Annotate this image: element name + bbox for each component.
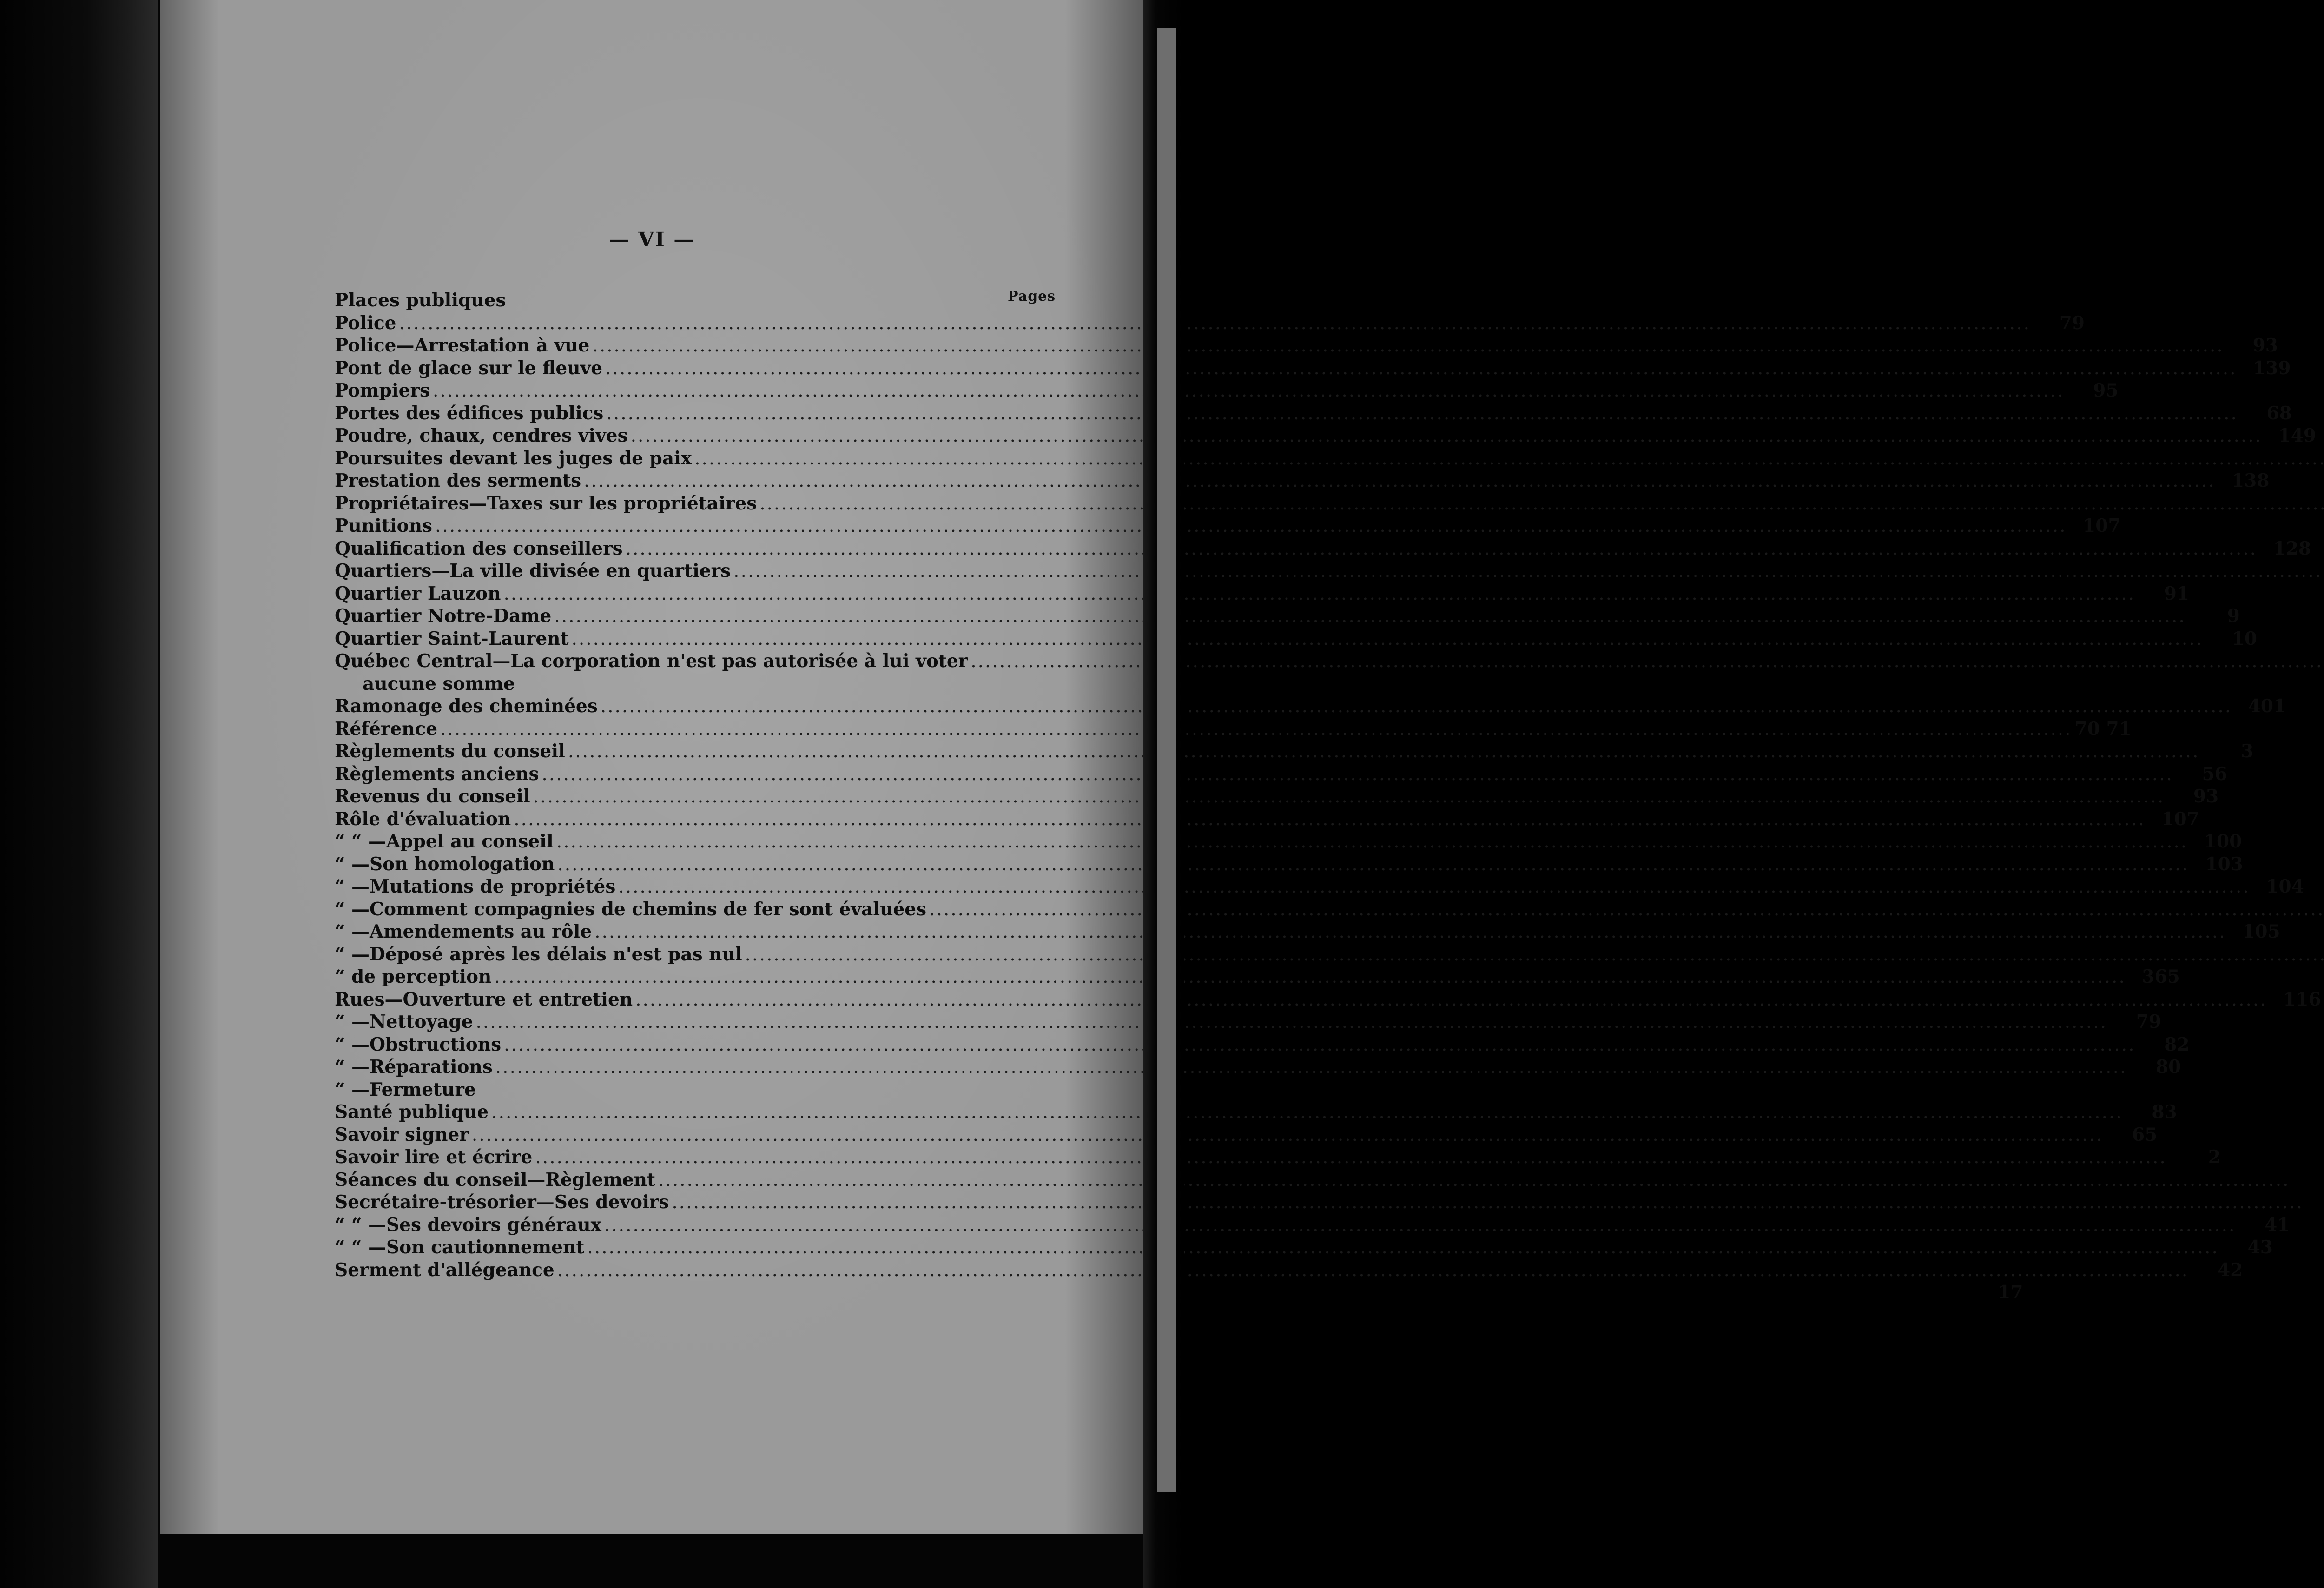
entry-label: Référence xyxy=(335,718,438,740)
index-entry xyxy=(335,357,2291,380)
dot-leader xyxy=(433,380,2065,403)
index-entry xyxy=(335,1124,2158,1146)
entry-page-number: 93 xyxy=(2252,335,2278,356)
entry-label: Santé publique xyxy=(335,1101,489,1123)
entry-page-number: 43 xyxy=(2247,1237,2273,1258)
entry-page-number: 82 xyxy=(2164,1033,2190,1055)
entry-page-number: 95 xyxy=(2093,380,2119,401)
entry-page-number: 105 xyxy=(2242,921,2280,942)
next-page-sliver xyxy=(1157,28,1176,1492)
entry-label: Québec Central—La corporation n'est pas autorisée à lui voter xyxy=(335,650,968,672)
index-entry xyxy=(335,379,2119,402)
entry-page-number: 100 xyxy=(2204,831,2242,852)
entry-page-number: 9 xyxy=(2227,605,2240,627)
entry-label: Secrétaire-trésorier—Ses devoirs xyxy=(335,1191,669,1213)
dot-leader xyxy=(504,1034,2136,1057)
dot-leader xyxy=(733,560,2324,583)
dot-leader xyxy=(592,335,2224,357)
index-entry xyxy=(335,1236,2273,1259)
index-entry xyxy=(335,650,1222,673)
dot-leader xyxy=(635,989,2267,1012)
dot-leader xyxy=(472,1124,2104,1147)
entry-page-number: 70 71 xyxy=(2074,718,2132,740)
entry-label: “ —Obstructions xyxy=(335,1033,502,1055)
dot-leader xyxy=(399,312,2031,335)
entry-label: “ “ —Son cautionnement xyxy=(335,1237,585,1258)
dot-leader xyxy=(554,605,2186,628)
index-entry xyxy=(335,1169,1222,1191)
dot-leader xyxy=(587,1237,2219,1259)
dot-leader xyxy=(494,966,2126,989)
entry-label: Quartier Saint-Laurent xyxy=(335,628,569,649)
entry-page-number xyxy=(2306,1191,2324,1214)
entry-page-number xyxy=(2293,1169,2324,1191)
entry-label: Savoir signer xyxy=(335,1124,469,1145)
index-entry xyxy=(335,1191,1222,1214)
document-page xyxy=(160,0,2321,1534)
index-entry xyxy=(335,424,2317,447)
index-entry xyxy=(335,1079,1222,1101)
entry-page-number: 79 xyxy=(2136,1011,2162,1032)
dot-leader xyxy=(435,515,2067,538)
book-binding xyxy=(0,0,158,1588)
dot-leader xyxy=(557,854,2189,876)
dot-leader xyxy=(626,538,2258,561)
index-entry xyxy=(335,988,2321,1011)
index-entry xyxy=(335,1259,2243,1282)
index-entry xyxy=(335,1011,2162,1033)
index-entry xyxy=(335,1214,2290,1237)
dot-leader xyxy=(759,493,2324,516)
index-entry xyxy=(335,1281,2023,1304)
index-entry xyxy=(335,695,2286,718)
entry-page-number: 65 xyxy=(2132,1124,2158,1145)
entry-label: Qualification des conseillers xyxy=(335,537,623,559)
dot-leader xyxy=(556,831,2188,854)
entry-label: Propriétaires—Taxes sur les propriétaires xyxy=(335,492,757,514)
entry-page-number: 116 xyxy=(2283,988,2321,1010)
entry-label: Police xyxy=(335,312,396,334)
entry-page-number: 401 xyxy=(2248,695,2286,717)
entry-label: Quartiers—La ville divisée en quartiers xyxy=(335,560,731,582)
dot-leader xyxy=(514,808,2146,831)
page-header: — VI — xyxy=(608,228,695,251)
pages-column-label: Pages xyxy=(1008,288,1056,304)
index-entry xyxy=(335,515,2121,537)
entry-page-number: 139 xyxy=(2253,357,2291,379)
dot-leader xyxy=(745,944,2324,966)
entry-label: “ —Nettoyage xyxy=(335,1011,473,1032)
entry-label: “ —Déposé après les délais n'est pas nul xyxy=(335,943,742,965)
entry-label: Poursuites devant les juges de paix xyxy=(335,447,692,469)
dot-leader xyxy=(929,899,2324,921)
dot-leader xyxy=(572,628,2204,651)
index-entry xyxy=(335,785,2219,808)
entry-label: Pompiers xyxy=(335,380,430,401)
entry-page-number: 10 xyxy=(2232,628,2258,649)
dot-leader xyxy=(672,1191,2304,1214)
entry-page-number: 56 xyxy=(2202,763,2227,785)
dot-leader xyxy=(694,448,2324,470)
index-entry xyxy=(335,628,2258,650)
entry-label: Police—Arrestation à vue xyxy=(335,335,590,356)
index-entry xyxy=(335,1033,2190,1056)
entry-label: Punitions xyxy=(335,515,433,536)
entry-label: “ —Réparations xyxy=(335,1056,493,1078)
index-entry xyxy=(335,830,2242,853)
index-entry xyxy=(335,334,2278,357)
dot-leader xyxy=(541,763,2173,786)
index-entry xyxy=(335,560,1222,582)
entry-page-number: 365 xyxy=(2142,966,2180,987)
entry-page-number: 149 xyxy=(2278,425,2317,446)
entry-label: “ “ —Ses devoirs généraux xyxy=(335,1214,601,1236)
dot-leader xyxy=(618,876,2250,899)
dot-leader xyxy=(631,425,2263,448)
index-entry xyxy=(335,808,2199,831)
entry-label: Rues—Ouverture et entretien xyxy=(335,988,633,1010)
entry-page-number: 41 xyxy=(2265,1214,2290,1236)
index-entry xyxy=(335,718,2132,741)
entry-page-number: 91 xyxy=(2164,582,2189,604)
entry-label: Revenus du conseil xyxy=(335,786,530,807)
index-entry xyxy=(335,582,2189,605)
index-entry xyxy=(335,402,2292,425)
entry-label: Poudre, chaux, cendres vives xyxy=(335,425,628,446)
index-entry xyxy=(335,470,2270,492)
dot-leader xyxy=(568,741,2200,763)
dot-leader xyxy=(440,718,2072,741)
entry-page-number: 68 xyxy=(2266,402,2292,424)
index-entry xyxy=(335,875,2304,898)
dot-leader xyxy=(535,1146,2167,1169)
dot-leader xyxy=(604,1214,2236,1237)
dot-leader xyxy=(601,695,2232,718)
entry-label: Quartier Notre-Dame xyxy=(335,605,552,627)
entry-page-number: 107 xyxy=(2161,808,2199,830)
dot-leader xyxy=(533,786,2165,808)
entry-page-number: 42 xyxy=(2217,1259,2243,1281)
entry-label: “ —Comment compagnies de chemins de fer sont évaluées xyxy=(335,898,927,920)
dot-leader xyxy=(476,1011,2108,1034)
entry-label: Quartier Lauzon xyxy=(335,582,501,604)
entry-label: Rôle d'évaluation xyxy=(335,808,511,830)
index-entry xyxy=(335,920,2280,943)
entry-label: Pont de glace sur le fleuve xyxy=(335,357,603,379)
entry-label: Places publiques xyxy=(335,290,506,311)
dot-leader xyxy=(605,357,2237,380)
index-entry xyxy=(335,673,1222,695)
dot-leader xyxy=(491,1101,2123,1124)
index-entry xyxy=(335,898,1222,921)
entry-label: “ —Amendements au rôle xyxy=(335,921,592,942)
index-entry xyxy=(335,537,2311,560)
entry-label: Règlements anciens xyxy=(335,763,539,785)
dot-leader xyxy=(584,470,2216,493)
index-entry xyxy=(335,1146,2221,1169)
entry-label: Séances du conseil—Règlement xyxy=(335,1169,655,1191)
entry-page-number: 17 xyxy=(1998,1282,2023,1303)
entry-label: aucune somme xyxy=(363,673,515,695)
dot-leader xyxy=(503,583,2135,606)
entry-label: “ —Fermeture xyxy=(335,1079,476,1100)
entry-label: “ de perception xyxy=(335,966,492,987)
entry-label: Prestation des serments xyxy=(335,470,581,491)
index-entry xyxy=(335,289,1222,312)
index-entry xyxy=(335,763,2227,786)
index-entry xyxy=(335,1101,2177,1124)
entry-page-number: 3 xyxy=(2241,741,2254,762)
dot-leader xyxy=(557,1259,2189,1282)
entry-page-number: 128 xyxy=(2273,537,2311,559)
entry-page-number: 80 xyxy=(2155,1056,2181,1078)
dot-leader xyxy=(658,1169,2290,1192)
index-entry xyxy=(335,492,1222,515)
entry-page-number: 107 xyxy=(2083,515,2121,536)
index-entry xyxy=(335,966,2180,988)
entry-label: Ramonage des cheminées xyxy=(335,695,598,717)
entry-label: “ “ —Appel au conseil xyxy=(335,831,554,852)
entry-label: Savoir lire et écrire xyxy=(335,1146,533,1168)
index-entry xyxy=(335,312,2085,335)
dot-leader xyxy=(606,403,2238,425)
entry-page-number: 104 xyxy=(2266,876,2304,897)
entry-page-number: 103 xyxy=(2205,853,2243,875)
entry-page-number: 93 xyxy=(2193,786,2219,807)
entry-label: Règlements du conseil xyxy=(335,741,565,762)
index-entry xyxy=(335,605,2240,628)
index-entry xyxy=(335,853,2243,876)
entry-label: “ —Son homologation xyxy=(335,853,555,875)
dot-leader xyxy=(495,1056,2127,1079)
entry-page-number: 79 xyxy=(2059,312,2085,334)
entry-page-number: 138 xyxy=(2232,470,2270,491)
index-entry xyxy=(335,943,1222,966)
entry-label: Portes des édifices publics xyxy=(335,402,604,424)
page-bottom-edge xyxy=(160,1534,1143,1588)
entry-page-number: 2 xyxy=(2208,1146,2221,1168)
index-entries xyxy=(335,289,2321,1304)
dot-leader xyxy=(594,921,2226,944)
entry-label: Serment d'allégeance xyxy=(335,1259,555,1281)
index-entry xyxy=(335,447,1222,470)
index-entry xyxy=(335,740,2254,763)
entry-page-number: 83 xyxy=(2152,1101,2177,1123)
index-entry xyxy=(335,1056,2181,1079)
entry-label: “ —Mutations de propriétés xyxy=(335,876,616,897)
